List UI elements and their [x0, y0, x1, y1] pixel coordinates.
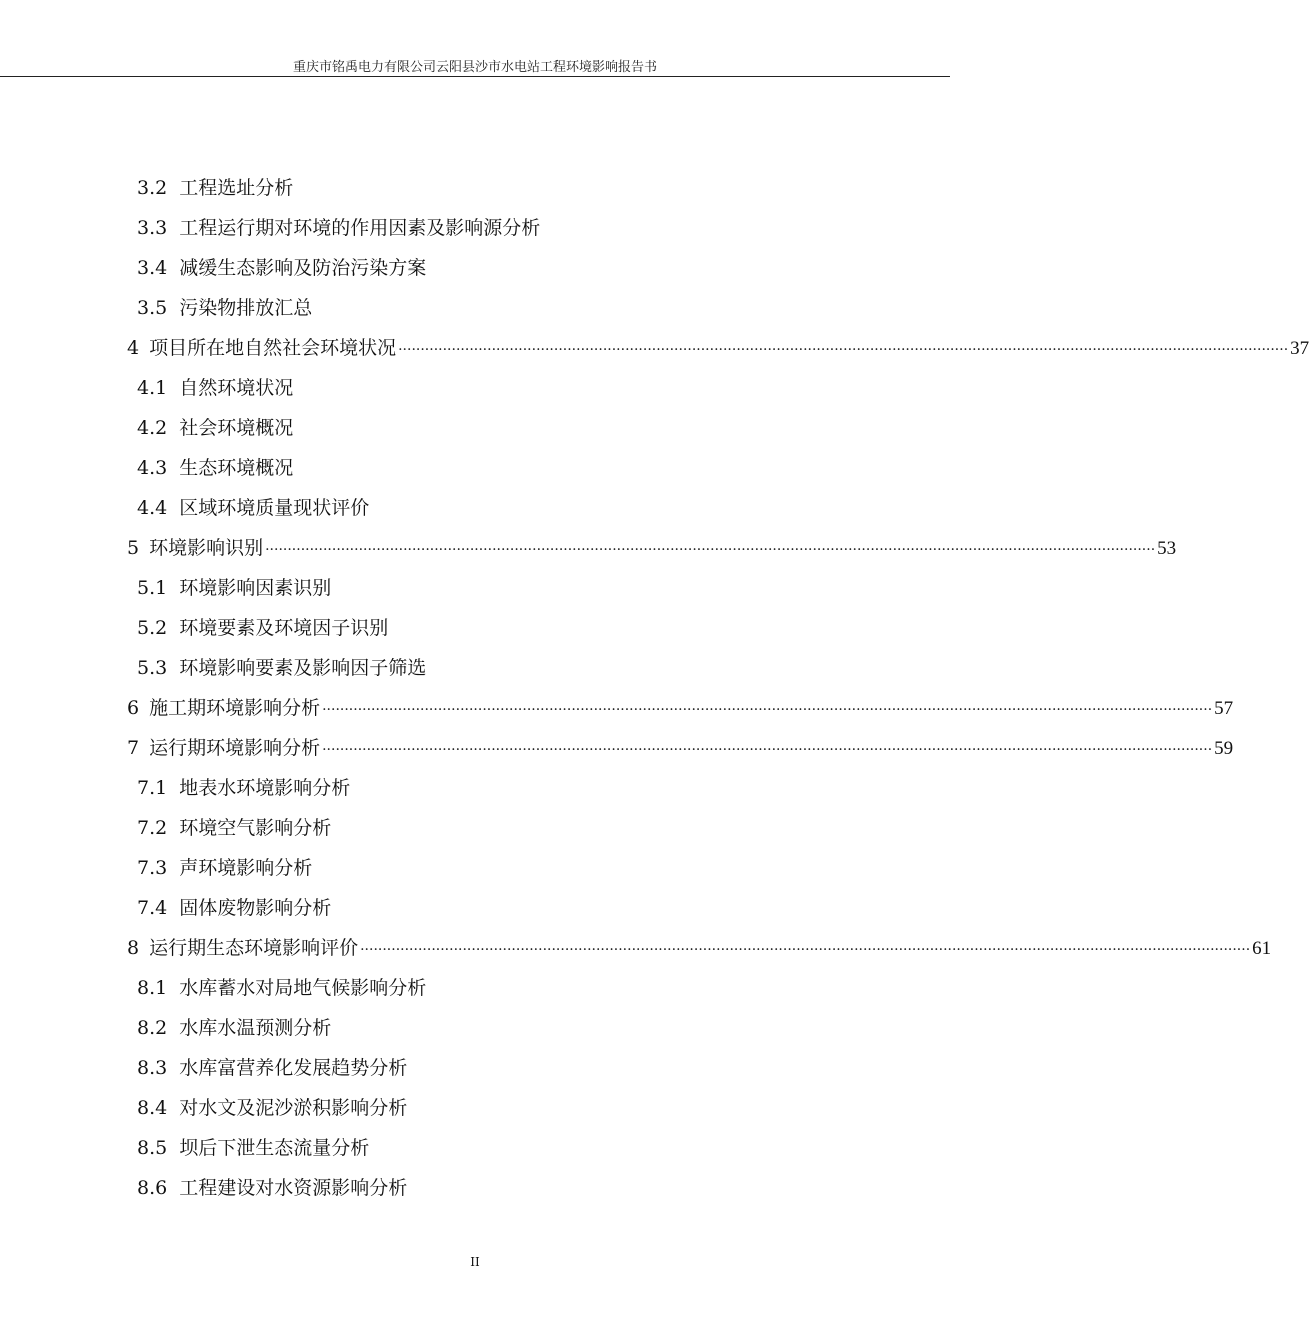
- dot-leader: ········································································································································································································: [360, 942, 1251, 958]
- toc-entry-title: 水库富营养化发展趋势分析: [179, 1057, 408, 1079]
- toc-section-entry[interactable]: [0, 1168, 950, 1208]
- toc-entry-number: 8.5: [137, 1137, 168, 1159]
- toc-entry-title: 区域环境质量现状评价: [179, 497, 370, 519]
- dot-leader: ········································································································································································································: [322, 702, 1213, 718]
- toc-entry-title: 工程建设对水资源影响分析: [179, 1177, 408, 1199]
- toc-chapter-entry[interactable]: [0, 688, 1234, 728]
- toc-entry-title: 生态环境概况: [179, 457, 294, 479]
- toc-entry-number: 8: [127, 937, 140, 959]
- toc-entry-number: 4.3: [137, 457, 168, 479]
- toc-entry-title: 运行期生态环境影响评价: [149, 937, 359, 959]
- toc-entry-title: 工程运行期对环境的作用因素及影响源分析: [179, 217, 541, 239]
- toc-entry-number: 8.6: [137, 1177, 168, 1199]
- toc-chapter-entry[interactable]: [0, 928, 1272, 968]
- toc-page-number: 53: [1157, 538, 1177, 559]
- toc-entry-title: 水库蓄水对局地气候影响分析: [179, 977, 427, 999]
- toc-section-entry[interactable]: [0, 768, 950, 808]
- page-number: II: [470, 1255, 480, 1269]
- toc-page-number: 37: [1290, 338, 1309, 359]
- toc-entry-number: 8.4: [137, 1097, 168, 1119]
- toc-section-entry[interactable]: [0, 208, 950, 248]
- toc-section-entry[interactable]: [0, 248, 950, 288]
- toc-entry-title: 工程选址分析: [179, 177, 294, 199]
- toc-section-entry[interactable]: [0, 848, 950, 888]
- toc-page-number: 61: [1252, 938, 1272, 959]
- toc-entry-title: 固体废物影响分析: [179, 897, 332, 919]
- toc-entry-number: 6: [127, 697, 140, 719]
- toc-entry-number: 8.2: [137, 1017, 168, 1039]
- toc-entry-number: 5: [127, 537, 140, 559]
- toc-entry-title: 水库水温预测分析: [179, 1017, 332, 1039]
- toc-entry-number: 7.4: [137, 897, 168, 919]
- toc-entry-number: 7: [127, 737, 140, 759]
- toc-section-entry[interactable]: [0, 368, 950, 408]
- toc-chapter-entry[interactable]: [0, 328, 1309, 368]
- header-rule: [0, 76, 950, 77]
- toc-section-entry[interactable]: [0, 888, 950, 928]
- toc-entry-number: 8.1: [137, 977, 168, 999]
- toc-entry-title: 项目所在地自然社会环境状况: [149, 337, 397, 359]
- toc-entry-number: 5.1: [137, 577, 168, 599]
- toc-section-entry[interactable]: [0, 288, 950, 328]
- toc-entry-number: 3.4: [137, 257, 168, 279]
- toc-section-entry[interactable]: [0, 168, 950, 208]
- toc-section-entry[interactable]: [0, 648, 950, 688]
- toc-page-number: 57: [1214, 698, 1234, 719]
- dot-leader: ········································································································································································································: [265, 542, 1156, 558]
- toc-entry-number: 3.3: [137, 217, 168, 239]
- toc-chapter-entry[interactable]: [0, 528, 1177, 568]
- dot-leader: ········································································································································································································: [398, 342, 1289, 358]
- toc-entry-number: 3.5: [137, 297, 168, 319]
- toc-section-entry[interactable]: [0, 1088, 950, 1128]
- toc-section-entry[interactable]: [0, 608, 950, 648]
- toc-entry-title: 地表水环境影响分析: [179, 777, 351, 799]
- toc-section-entry[interactable]: [0, 1008, 950, 1048]
- toc-entry-title: 减缓生态影响及防治污染方案: [179, 257, 427, 279]
- toc-entry-number: 7.1: [137, 777, 168, 799]
- running-header: 重庆市铭禹电力有限公司云阳县沙市水电站工程环境影响报告书: [292, 60, 657, 75]
- toc-entry-title: 自然环境状况: [179, 377, 294, 399]
- toc-chapter-entry[interactable]: [0, 728, 1234, 768]
- toc-entry-number: 8.3: [137, 1057, 168, 1079]
- toc-entry-title: 环境空气影响分析: [179, 817, 332, 839]
- toc-entry-title: 社会环境概况: [179, 417, 294, 439]
- toc-entry-number: 4: [127, 337, 140, 359]
- toc-entry-title: 坝后下泄生态流量分析: [179, 1137, 370, 1159]
- toc-section-entry[interactable]: [0, 568, 950, 608]
- toc-entry-number: 5.2: [137, 617, 168, 639]
- toc-section-entry[interactable]: [0, 808, 950, 848]
- toc-entry-title: 运行期环境影响分析: [149, 737, 321, 759]
- toc-entry-title: 对水文及泥沙淤积影响分析: [179, 1097, 408, 1119]
- toc-entry-number: 5.3: [137, 657, 168, 679]
- toc-entry-number: 4.2: [137, 417, 168, 439]
- toc-section-entry[interactable]: [0, 408, 950, 448]
- toc-entry-title: 环境影响识别: [149, 537, 264, 559]
- toc-entry-title: 环境影响要素及影响因子筛选: [179, 657, 427, 679]
- toc-entry-title: 环境影响因素识别: [179, 577, 332, 599]
- toc-section-entry[interactable]: [0, 1048, 950, 1088]
- toc-entry-number: 7.3: [137, 857, 168, 879]
- toc-section-entry[interactable]: [0, 448, 950, 488]
- toc-entry-title: 环境要素及环境因子识别: [179, 617, 389, 639]
- toc-section-entry[interactable]: [0, 1128, 950, 1168]
- toc-entry-number: 4.1: [137, 377, 168, 399]
- toc-page-number: 59: [1214, 738, 1234, 759]
- toc-entry-title: 声环境影响分析: [179, 857, 313, 879]
- toc-entry-number: 7.2: [137, 817, 168, 839]
- toc-section-entry[interactable]: [0, 488, 950, 528]
- toc-entry-title: 污染物排放汇总: [179, 297, 313, 319]
- toc-entry-number: 3.2: [137, 177, 168, 199]
- dot-leader: ········································································································································································································: [322, 742, 1213, 758]
- toc-section-entry[interactable]: [0, 968, 950, 1008]
- toc-entry-number: 4.4: [137, 497, 168, 519]
- toc-entry-title: 施工期环境影响分析: [149, 697, 321, 719]
